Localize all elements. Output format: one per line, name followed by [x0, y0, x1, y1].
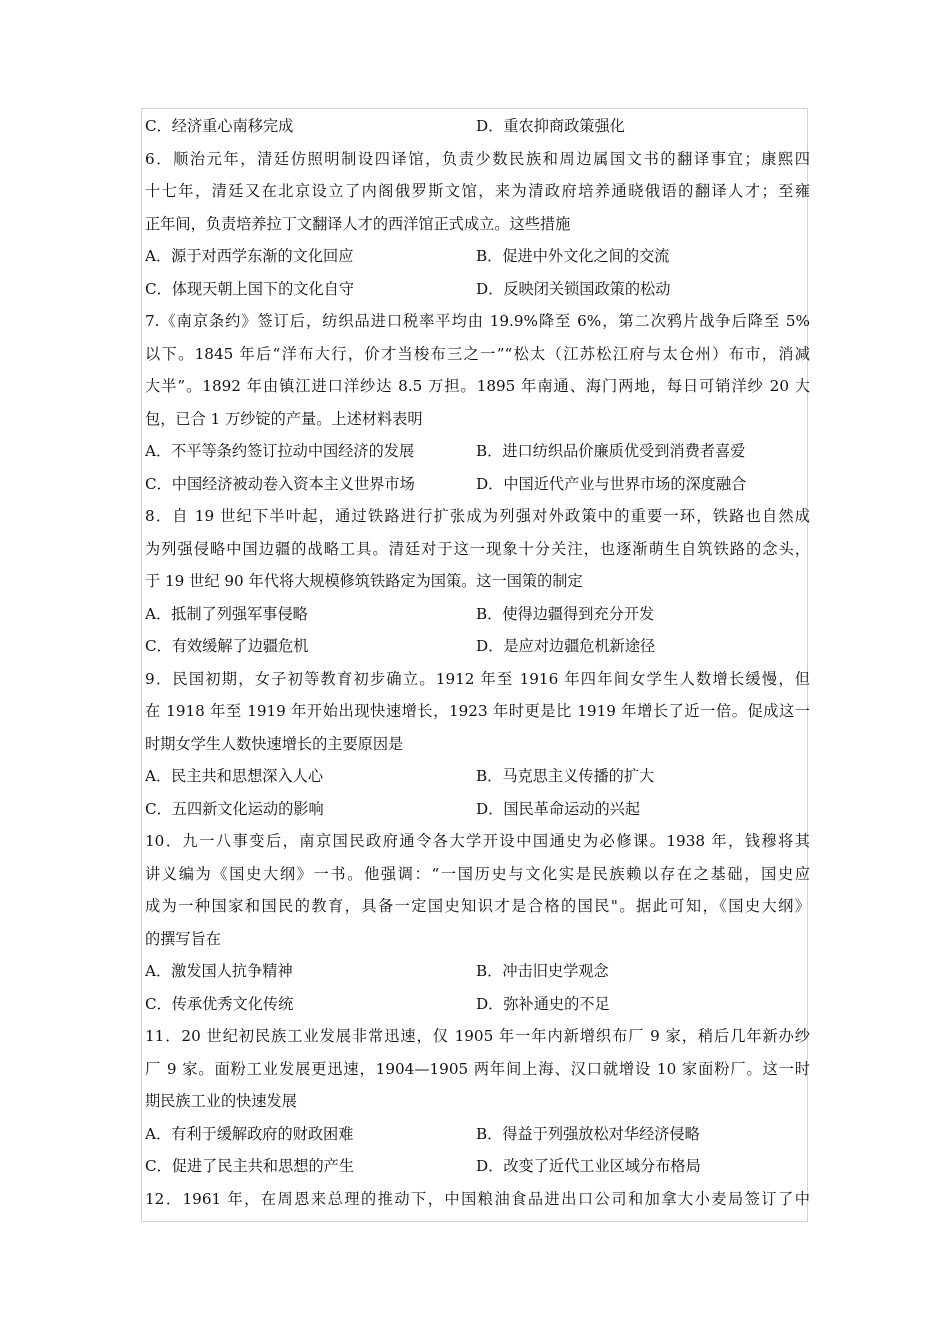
q9-option-b[interactable]: B．马克思主义传播的扩大 [476, 767, 655, 785]
q10-options-row-1 [145, 955, 810, 988]
q11-option-a[interactable]: A．有利于缓解政府的财政困难 [145, 1124, 354, 1143]
q11-option-b[interactable]: B．得益于列强放松对华经济侵略 [476, 1124, 700, 1143]
q10-stem-line-3: 成为一种国家和国民的教育，具备一定国史知识才是合格的国民"。据此可知，《国史大纲》 [145, 897, 810, 915]
q8-option-b[interactable]: B．使得边疆得到充分开发 [476, 604, 655, 623]
q6-option-c[interactable]: C．体现天朝上国下的文化自守 [145, 279, 355, 298]
q7-option-a[interactable]: A．不平等条约签订拉动中国经济的发展 [145, 442, 415, 460]
q6-options-row-1 [145, 240, 810, 273]
q11-stem-line-3: 期民族工业的快速发展 [145, 1092, 297, 1110]
q10-option-b[interactable]: B．冲击旧史学观念 [476, 962, 609, 980]
q10-stem-line-1: 10．九一八事变后，南京国民政府通令各大学开设中国通史为必修课。1938 年，钱穆将其 [145, 832, 810, 850]
q11-option-c[interactable]: C．促进了民主共和思想的产生 [145, 1157, 355, 1175]
q7-option-d[interactable]: D．中国近代产业与世界市场的深度融合 [476, 474, 747, 493]
q11-stem-line-2: 厂 9 家。面粉工业发展更迅速，1904—1905 两年间上海、汉口就增设 10 家面粉厂。这一时 [145, 1059, 810, 1078]
q9-option-a[interactable]: A．民主共和思想深入人心 [145, 767, 324, 785]
q9-options-row-1 [145, 760, 810, 793]
q9-option-d[interactable]: D．国民革命运动的兴起 [476, 799, 641, 818]
q8-stem-line-1: 8．自 19 世纪下半叶起，通过铁路进行扩张成为列强对外政策中的重要一环，铁路也自然成 [145, 507, 810, 525]
q9-stem-line-3: 时期女学生人数快速增长的主要原因是 [145, 734, 404, 753]
question-6 [145, 143, 810, 306]
q11-options-row-1 [145, 1118, 810, 1151]
q9-stem-line-2: 在 1918 年至 1919 年开始出现快速增长，1923 年时更是比 1919 年增长了近一倍。促成这一 [145, 702, 810, 720]
q12-stem-line-1: 12．1961 年，在周恩来总理的推动下，中国粮油食品进出口公司和加拿大小麦局签订了中 [145, 1189, 810, 1208]
q6-option-d[interactable]: D．反映闭关锁国政策的松动 [476, 279, 671, 298]
q7-stem-line-1: 7.《南京条约》签订后，纺织品进口税率平均由 19.9%降至 6%，第二次鸦片战争后降至 5% [145, 312, 810, 330]
q10-option-d[interactable]: D．弥补通史的不足 [476, 994, 610, 1013]
exam-content [145, 110, 810, 1215]
q6-stem-line-3: 正年间，负责培养拉丁文翻译人才的西洋馆正式成立。这些措施 [145, 214, 571, 233]
q10-options-row-2 [145, 988, 810, 1021]
question-7 [145, 305, 810, 500]
q10-stem-line-2: 讲义编为《国史大纲》一书。他强调：“一国历史与文化实是民族赖以存在之基础，国史应 [145, 864, 810, 883]
q9-option-c[interactable]: C．五四新文化运动的影响 [145, 799, 324, 818]
q10-option-a[interactable]: A．激发国人抗争精神 [145, 962, 293, 980]
question-9 [145, 663, 810, 826]
q5-options-row [145, 110, 810, 143]
q11-option-d[interactable]: D．改变了近代工业区域分布格局 [476, 1157, 701, 1175]
q11-stem-line-1: 11．20 世纪初民族工业发展非常迅速，仅 1905 年一年内新增织布厂 9 家，稍后几年新办纱 [145, 1027, 810, 1045]
q7-options-row-2 [145, 468, 810, 501]
q8-stem-line-2: 为列强侵略中国边疆的战略工具。清廷对于这一现象十分关注，也逐渐萌生自筑铁路的念头， [145, 539, 810, 558]
q8-stem-line-3: 于 19 世纪 90 年代将大规模修筑铁路定为国策。这一国策的制定 [145, 572, 583, 590]
q7-option-c[interactable]: C．中国经济被动卷入资本主义世界市场 [145, 474, 415, 493]
q5-option-d[interactable]: D．重农抑商政策强化 [476, 117, 625, 135]
q5-option-c[interactable]: C．经济重心南移完成 [145, 117, 294, 135]
q7-option-b[interactable]: B．进口纺织品价廉质优受到消费者喜爱 [476, 442, 746, 460]
q8-option-d[interactable]: D．是应对边疆危机新途径 [476, 637, 656, 655]
q8-option-a[interactable]: A．抵制了列强军事侵略 [145, 604, 308, 623]
question-10 [145, 825, 810, 1020]
q9-options-row-2 [145, 793, 810, 826]
q6-options-row-2 [145, 273, 810, 306]
question-8 [145, 500, 810, 663]
q7-stem-line-2: 以下。1845 年后“洋布大行，价才当梭布三之一”“松太（江苏松江府与太仓州）布市，消减 [145, 344, 810, 363]
q8-option-c[interactable]: C．有效缓解了边疆危机 [145, 637, 309, 655]
q10-option-c[interactable]: C．传承优秀文化传统 [145, 994, 294, 1013]
q10-stem-line-4: 的撰写旨在 [145, 929, 221, 948]
question-12 [145, 1183, 810, 1216]
q11-options-row-2 [145, 1150, 810, 1183]
q6-option-b[interactable]: B．促进中外文化之间的交流 [476, 247, 670, 265]
question-11 [145, 1020, 810, 1183]
q8-options-row-1 [145, 598, 810, 631]
q6-stem-line-2: 十七年，清廷又在北京设立了内阁俄罗斯文馆，来为清政府培养通晓俄语的翻译人才；至雍 [145, 182, 810, 200]
q6-stem-line-1: 6．顺治元年，清廷仿照明制设四译馆，负责少数民族和周边属国文书的翻译事宜；康熙四 [145, 149, 810, 168]
q7-stem-line-4: 包，已合 1 万纱锭的产量。上述材料表明 [145, 409, 423, 428]
q7-stem-line-3: 大半”。1892 年由镇江进口洋纱达 8.5 万担。1895 年南通、海门两地，每日可销洋纱 20 大 [145, 377, 810, 395]
q6-option-a[interactable]: A．源于对西学东渐的文化回应 [145, 247, 354, 265]
q9-stem-line-1: 9．民国初期，女子初等教育初步确立。1912 年至 1916 年四年间女学生人数增长缓慢，但 [145, 669, 810, 688]
q8-options-row-2 [145, 630, 810, 663]
q7-options-row-1 [145, 435, 810, 468]
